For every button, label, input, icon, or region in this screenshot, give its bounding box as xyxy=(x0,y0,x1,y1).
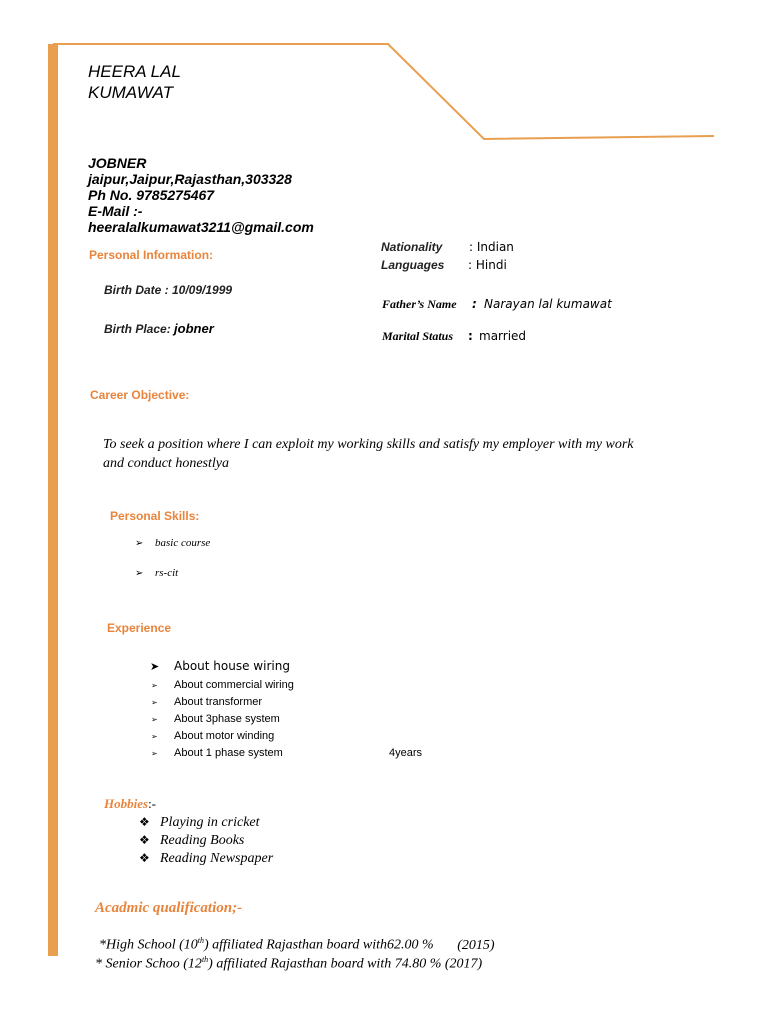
education-row-1-text: ) affiliated Rajasthan board with62.00 % xyxy=(204,937,434,953)
hobby-label: Playing in cricket xyxy=(160,815,260,830)
hobby-item xyxy=(139,849,273,867)
languages-value: : Hindi xyxy=(468,258,507,272)
education-row-senior-school xyxy=(95,955,482,973)
diamond-bullet-icon: ❖ xyxy=(139,851,150,865)
skill-item xyxy=(135,567,178,579)
skill-item xyxy=(135,537,210,549)
career-objective-line-2: and conduct honestlya xyxy=(103,456,229,471)
experience-item xyxy=(150,658,290,673)
education-row-2-text: ) affiliated Rajasthan board with 74.80 % (2017) xyxy=(208,956,483,972)
birth-place xyxy=(104,321,214,336)
hobby-item xyxy=(139,813,260,831)
hobby-item xyxy=(139,831,244,849)
diamond-bullet-icon: ❖ xyxy=(139,833,150,847)
hobbies-label: Hobbies xyxy=(104,796,149,811)
marital-status-label: Marital Status xyxy=(382,329,454,343)
career-objective-text xyxy=(103,435,634,473)
personal-info-heading: Personal Information: xyxy=(89,248,214,262)
education-row-1-year: (2015) xyxy=(457,937,495,953)
education-row-2-prefix: * Senior Schoo (12 xyxy=(95,956,202,972)
languages-row xyxy=(381,258,507,272)
birth-date: Birth Date : 10/09/1999 xyxy=(104,283,233,297)
contact-city: JOBNER xyxy=(88,155,147,171)
birth-place-value: jobner xyxy=(174,321,214,336)
contact-phone: Ph No. 9785275467 xyxy=(88,187,215,203)
arrowhead-bullet-icon: ➢ xyxy=(151,715,158,724)
academic-heading: Acadmic qualification;- xyxy=(95,900,243,916)
contact-address: jaipur,Jaipur,Rajasthan,303328 xyxy=(88,171,292,187)
nationality-row xyxy=(381,240,514,254)
name-heading xyxy=(88,61,181,103)
experience-duration: 4years xyxy=(389,747,423,759)
education-row-2-sup: th xyxy=(201,955,209,964)
father-name-row xyxy=(382,297,612,312)
languages-label: Languages xyxy=(381,258,445,272)
education-row-1-sup: th xyxy=(197,936,204,945)
hobby-label: Reading Books xyxy=(160,833,245,848)
experience-item xyxy=(151,730,274,742)
contact-email-label: E-Mail :- xyxy=(88,203,143,219)
contact-email[interactable]: heeralalkumawat3211@gmail.com xyxy=(88,219,314,235)
career-objective-heading: Career Objective: xyxy=(90,388,190,402)
nationality-value: : Indian xyxy=(469,240,514,254)
arrowhead-bullet-icon: ➢ xyxy=(151,698,158,707)
experience-label: About house wiring xyxy=(174,659,290,673)
experience-label: About 1 phase system xyxy=(174,747,283,759)
skill-label: basic course xyxy=(155,537,211,549)
personal-skills-heading: Personal Skills: xyxy=(110,509,200,523)
experience-item xyxy=(151,679,294,691)
diamond-bullet-icon: ❖ xyxy=(139,815,150,829)
hobby-label: Reading Newspaper xyxy=(160,851,274,866)
experience-item xyxy=(151,747,283,759)
experience-item xyxy=(151,713,280,725)
left-accent-bar xyxy=(48,44,58,956)
name-line-2: KUMAWAT xyxy=(88,83,174,102)
nationality-label: Nationality xyxy=(381,240,443,254)
experience-label: About transformer xyxy=(174,696,263,708)
marital-status-value: married xyxy=(479,329,527,343)
arrowhead-bullet-icon: ➢ xyxy=(151,681,158,690)
arrowhead-bullet-icon: ➢ xyxy=(135,568,144,579)
experience-label: About 3phase system xyxy=(174,713,280,725)
birth-place-label: Birth Place: xyxy=(104,322,171,336)
contact-block xyxy=(88,155,314,235)
arrowhead-bullet-icon: ➢ xyxy=(151,749,158,758)
career-objective-line-1: To seek a position where I can exploit my working skills and satisfy my employer with my work xyxy=(103,437,634,452)
father-name-label: Father’s Name xyxy=(382,297,457,311)
father-name-sep: : xyxy=(472,297,477,311)
marital-status-sep: : xyxy=(468,329,473,343)
education-row-high-school xyxy=(99,936,495,954)
hobbies-suffix: :- xyxy=(148,796,157,811)
name-line-1: HEERA LAL xyxy=(88,62,181,81)
arrowhead-bullet-icon: ➤ xyxy=(150,660,160,673)
arrowhead-bullet-icon: ➢ xyxy=(135,538,144,549)
marital-status-row xyxy=(382,329,526,344)
experience-label: About commercial wiring xyxy=(174,679,294,691)
experience-label: About motor winding xyxy=(174,730,275,742)
education-row-1-prefix: *High School (10 xyxy=(99,937,198,953)
arrowhead-bullet-icon: ➢ xyxy=(151,732,158,741)
hobbies-heading xyxy=(104,796,156,812)
father-name-value: Narayan lal kumawat xyxy=(484,297,612,311)
experience-item xyxy=(151,696,262,708)
experience-heading: Experience xyxy=(107,621,172,635)
skill-label: rs-cit xyxy=(155,567,179,579)
